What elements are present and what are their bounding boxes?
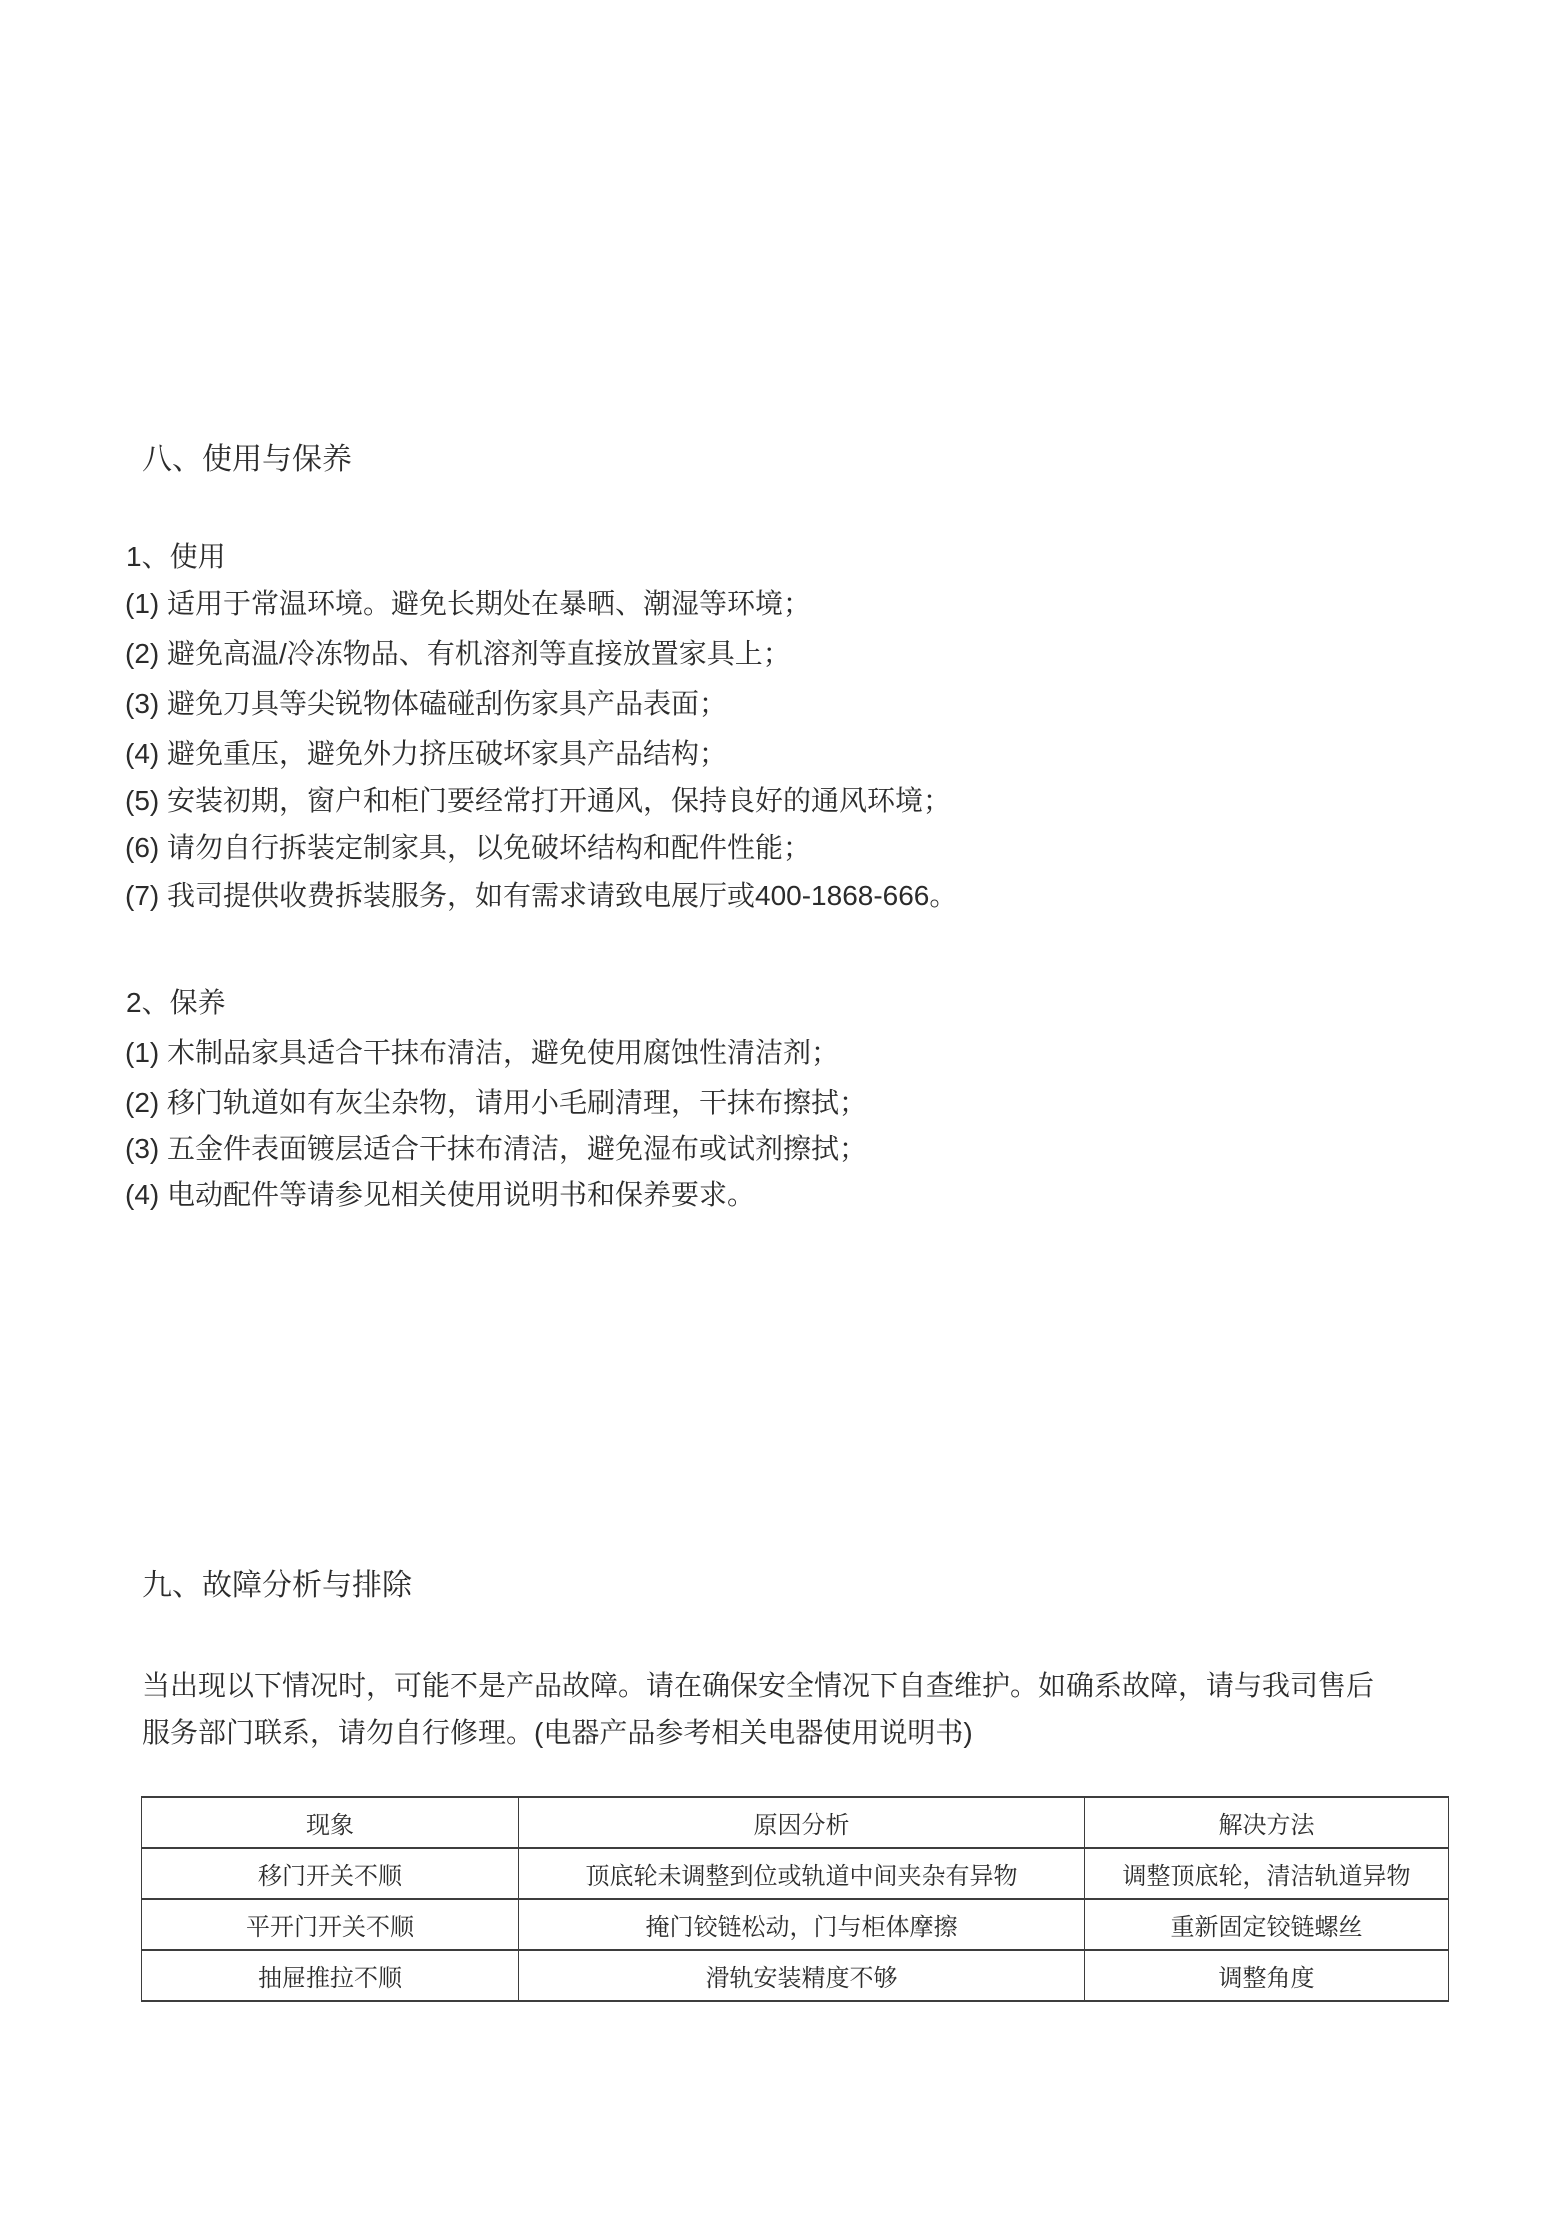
fault-table-row-1 xyxy=(142,1848,1449,1899)
usage-item-2: (2) 避免高温/冷冻物品、有机溶剂等直接放置家具上； xyxy=(125,638,791,669)
fault-cause-cell: 顶底轮未调整到位或轨道中间夹杂有异物 xyxy=(519,1848,1085,1899)
usage-item-3: (3) 避免刀具等尖锐物体磕碰刮伤家具产品表面； xyxy=(125,688,728,719)
care-item-2: (2) 移门轨道如有灰尘杂物，请用小毛刷清理，干抹布擦拭； xyxy=(125,1087,868,1118)
fault-cause-cell: 掩门铰链松动，门与柜体摩擦 xyxy=(519,1899,1085,1950)
fault-table-row-3 xyxy=(142,1950,1449,2001)
fault-table-header-solution: 解决方法 xyxy=(1085,1797,1449,1848)
usage-item-1: (1) 适用于常温环境。避免长期处在暴晒、潮湿等环境； xyxy=(125,588,812,619)
section-title-troubleshooting: 九、故障分析与排除 xyxy=(142,1569,412,1602)
fault-table xyxy=(141,1796,1449,2002)
usage-item-4: (4) 避免重压，避免外力挤压破坏家具产品结构； xyxy=(125,738,728,769)
fault-table-header-cause: 原因分析 xyxy=(519,1797,1085,1848)
fault-table-header-row xyxy=(142,1797,1449,1848)
care-item-3: (3) 五金件表面镀层适合干抹布清洁，避免湿布或试剂擦拭； xyxy=(125,1133,868,1164)
fault-solution-cell: 调整角度 xyxy=(1085,1950,1449,2001)
care-heading: 2、保养 xyxy=(126,987,226,1018)
troubleshooting-intro-line-2: 服务部门联系，请勿自行修理。(电器产品参考相关电器使用说明书) xyxy=(142,1717,973,1748)
fault-cause-cell: 滑轨安装精度不够 xyxy=(519,1950,1085,2001)
section-title-use-care: 八、使用与保养 xyxy=(142,443,352,476)
care-item-1: (1) 木制品家具适合干抹布清洁，避免使用腐蚀性清洁剂； xyxy=(125,1037,840,1068)
fault-solution-cell: 重新固定铰链螺丝 xyxy=(1085,1899,1449,1950)
fault-table-row-2 xyxy=(142,1899,1449,1950)
usage-item-5: (5) 安装初期，窗户和柜门要经常打开通风，保持良好的通风环境； xyxy=(125,785,952,816)
fault-solution-cell: 调整顶底轮，清洁轨道异物 xyxy=(1085,1848,1449,1899)
care-item-4: (4) 电动配件等请参见相关使用说明书和保养要求。 xyxy=(125,1179,756,1210)
usage-item-6: (6) 请勿自行拆装定制家具，以免破坏结构和配件性能； xyxy=(125,832,812,863)
fault-table-header-symptom: 现象 xyxy=(142,1797,519,1848)
fault-symptom-cell: 平开门开关不顺 xyxy=(142,1899,519,1950)
troubleshooting-intro-line-1: 当出现以下情况时，可能不是产品故障。请在确保安全情况下自查维护。如确系故障，请与我司售后 xyxy=(142,1670,1375,1701)
usage-item-7: (7) 我司提供收费拆装服务，如有需求请致电展厅或400-1868-666。 xyxy=(125,880,958,911)
fault-symptom-cell: 移门开关不顺 xyxy=(142,1848,519,1899)
usage-heading: 1、使用 xyxy=(126,541,226,572)
fault-symptom-cell: 抽屉推拉不顺 xyxy=(142,1950,519,2001)
